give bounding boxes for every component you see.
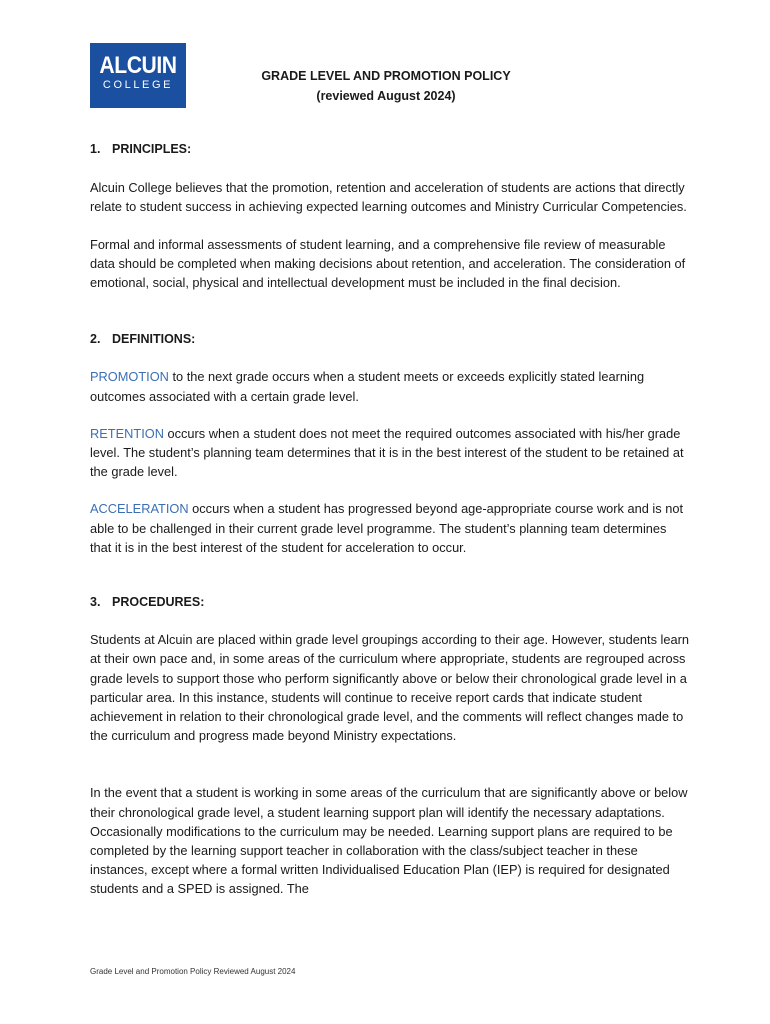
procedures-paragraph-2: In the event that a student is working in some areas of the curriculum that are significantly above or below their chronological grade level, a student learning support plan will identify the necessary adaptations. Occasionally modifications to the curriculum may be needed. Learning support plans are required to be completed by the learning support teacher in collaboration with the class/subject teacher in these instances, except where a formal written Individualised Education Plan (IEP) is required for designated students and a SPED is assigned. The: [90, 785, 688, 897]
definition-text: occurs when a student has progressed beyond age-appropriate course work and is not able to be challenged in their current grade level programme. The student’s planning team determines that it is in the best interest of the student for acceleration to occur.: [90, 501, 684, 555]
page-footer: Grade Level and Promotion Policy Reviewed August 2024: [90, 967, 296, 976]
section-heading-procedures: [90, 593, 690, 612]
definition-acceleration: [90, 499, 690, 557]
document-body: [90, 140, 690, 899]
term-retention: RETENTION: [90, 425, 164, 441]
logo-subtitle: COLLEGE: [102, 79, 174, 91]
section-number: 3.: [90, 595, 101, 610]
section-title: DEFINITIONS:: [112, 332, 196, 347]
definition-promotion: [90, 367, 690, 405]
document-title-block: [186, 66, 586, 106]
definition-text: occurs when a student does not meet the required outcomes associated with his/her grade level. The student’s planning team determines that it is in the best interest of the student to be retained at the grade level.: [90, 425, 684, 480]
section-title: PRINCIPLES:: [112, 142, 192, 156]
section-number: 1.: [90, 142, 101, 156]
definition-retention: [90, 424, 690, 482]
section-heading-principles: [90, 140, 690, 159]
document-title: GRADE LEVEL AND PROMOTION POLICY: [261, 69, 511, 83]
principles-paragraph-2: Formal and informal assessments of student learning, and a comprehensive file review of measurable data should be completed when making decisions about retention, and acceleration. The consideration of emotional, social, physical and intellectual development must be included in the final decision.: [90, 236, 686, 291]
document-subtitle: (reviewed August 2024): [316, 89, 456, 103]
definition-text: to the next grade occurs when a student meets or exceeds explicitly stated learning outcomes associated with a certain grade level.: [90, 369, 645, 404]
term-promotion: PROMOTION: [90, 369, 169, 385]
section-title: PROCEDURES:: [112, 595, 205, 610]
term-acceleration: ACCELERATION: [90, 501, 189, 517]
procedures-paragraph-1: Students at Alcuin are placed within grade level groupings according to their age. However, students learn at their own pace and, in some areas of the curriculum where appropriate, students are regrouped across grade levels to support those who perform significantly above or below their chronological grade level in a particular area. In this instance, students will continue to receive report cards that indicate student achievement in relation to their chronological grade level, and the comments will reflect changes made to the curriculum and progress made beyond Ministry expectations.: [90, 632, 689, 744]
principles-paragraph-1: Alcuin College believes that the promotion, retention and acceleration of students are actions that directly relate to student success in achieving expected learning outcomes and Ministry Curricular Competencies.: [90, 180, 687, 215]
section-number: 2.: [90, 332, 101, 347]
section-heading-definitions: [90, 330, 690, 349]
college-logo: [90, 43, 186, 108]
logo-wordmark: ALCUIN: [99, 52, 177, 79]
